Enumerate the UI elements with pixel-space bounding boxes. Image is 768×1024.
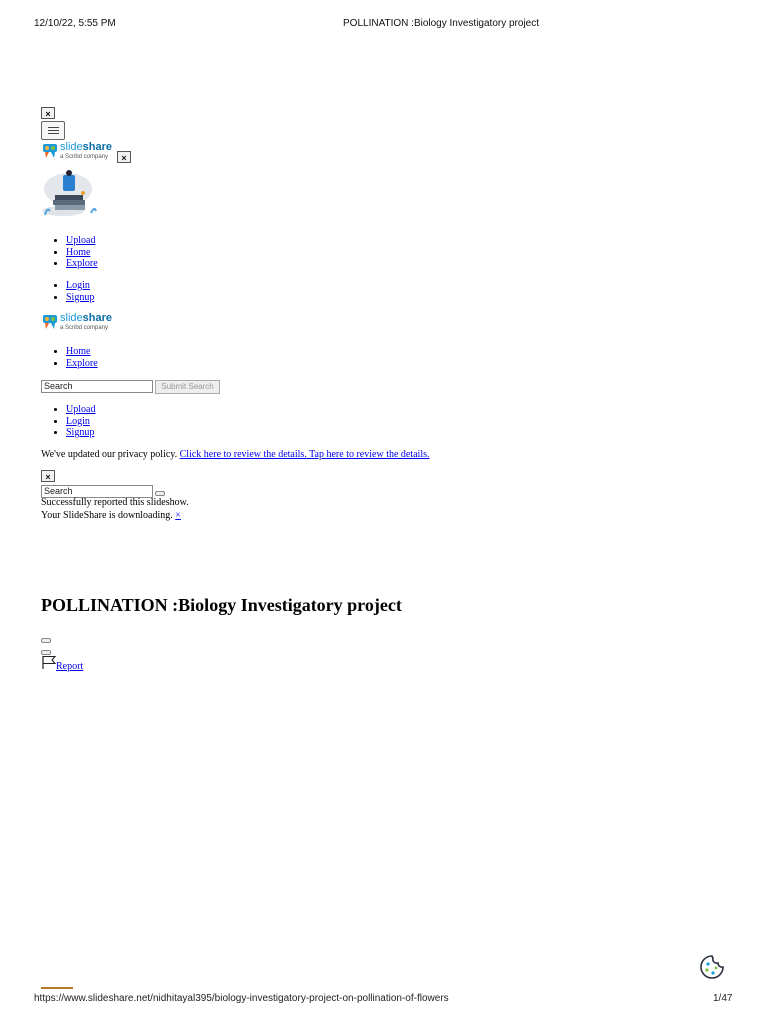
illustration-icon (41, 167, 99, 223)
auth-item-signup (66, 427, 95, 439)
slideshare-logo[interactable]: slideshare a Scribd company (42, 142, 112, 160)
slideshare-logo-icon (42, 313, 58, 331)
flag-icon (41, 655, 57, 672)
search-input-secondary[interactable]: Search (41, 485, 153, 498)
menu-link-login[interactable]: Login (66, 280, 90, 291)
report-control[interactable] (41, 655, 83, 672)
close-menu-button[interactable] (41, 107, 55, 119)
auth-item-upload (66, 404, 95, 416)
privacy-click-link[interactable]: Click here to review the details. (179, 449, 307, 460)
dismiss-download-link[interactable]: × (175, 510, 181, 521)
menu-button[interactable] (41, 121, 65, 140)
menu-item-signup (66, 292, 94, 304)
reported-message: Successfully reported this slideshow. (41, 497, 189, 508)
close-logo-button[interactable] (117, 151, 131, 163)
print-footer-url: https://www.slideshare.net/nidhitayal395/biology-investigatory-project-on-pollination-of-flowers (34, 993, 449, 1004)
menu-link-upload[interactable]: Upload (66, 235, 96, 246)
close-notice-button[interactable] (41, 470, 55, 482)
page-title: POLLINATION :Biology Investigatory project (41, 595, 402, 615)
auth-link-login[interactable]: Login (66, 415, 90, 427)
menu-item-home (66, 247, 98, 259)
close-icon: × (121, 153, 127, 163)
slide-image-edge (41, 987, 73, 989)
slideshare-logo-icon (42, 142, 58, 160)
auth-item-login (66, 416, 95, 428)
privacy-tap-link[interactable]: Tap here to review the details. (306, 449, 430, 460)
privacy-notice (41, 449, 430, 460)
print-datetime: 12/10/22, 5:55 PM (34, 18, 116, 29)
close-icon: × (45, 109, 51, 119)
nav-item-home (66, 346, 98, 358)
menu-auth-list (40, 280, 94, 303)
search-input[interactable]: Search (41, 380, 153, 393)
cookie-icon[interactable] (699, 954, 725, 980)
print-title: POLLINATION :Biology Investigatory project (343, 18, 540, 29)
menu-item-explore (66, 258, 98, 270)
print-footer-page: 1/47 (713, 993, 733, 1004)
nav-link-home[interactable]: Home (66, 346, 91, 357)
like-button[interactable] (41, 638, 51, 643)
secondary-search-button[interactable] (155, 491, 165, 496)
menu-link-explore[interactable]: Explore (66, 258, 98, 269)
header-nav-list (40, 346, 98, 369)
menu-link-home[interactable]: Home (66, 246, 91, 258)
close-icon: × (45, 472, 51, 482)
privacy-text: We've updated our privacy policy. (41, 449, 180, 460)
menu-item-login (66, 280, 94, 292)
submit-search-button[interactable]: Submit Search (155, 380, 220, 394)
report-link[interactable]: Report (56, 661, 84, 672)
slideshare-logo-header[interactable]: slideshare a Scribd company (42, 313, 112, 331)
nav-link-explore[interactable]: Explore (66, 357, 98, 369)
menu-nav-list (40, 235, 98, 270)
download-message: Your SlideShare is downloading. × (41, 510, 181, 521)
auth-link-upload[interactable]: Upload (66, 404, 96, 415)
nav-item-explore (66, 358, 98, 370)
menu-item-upload (66, 235, 98, 247)
menu-link-signup[interactable]: Signup (66, 291, 95, 303)
header-auth-list (40, 404, 95, 439)
auth-link-signup[interactable]: Signup (66, 427, 95, 438)
menu-icon (48, 127, 59, 128)
